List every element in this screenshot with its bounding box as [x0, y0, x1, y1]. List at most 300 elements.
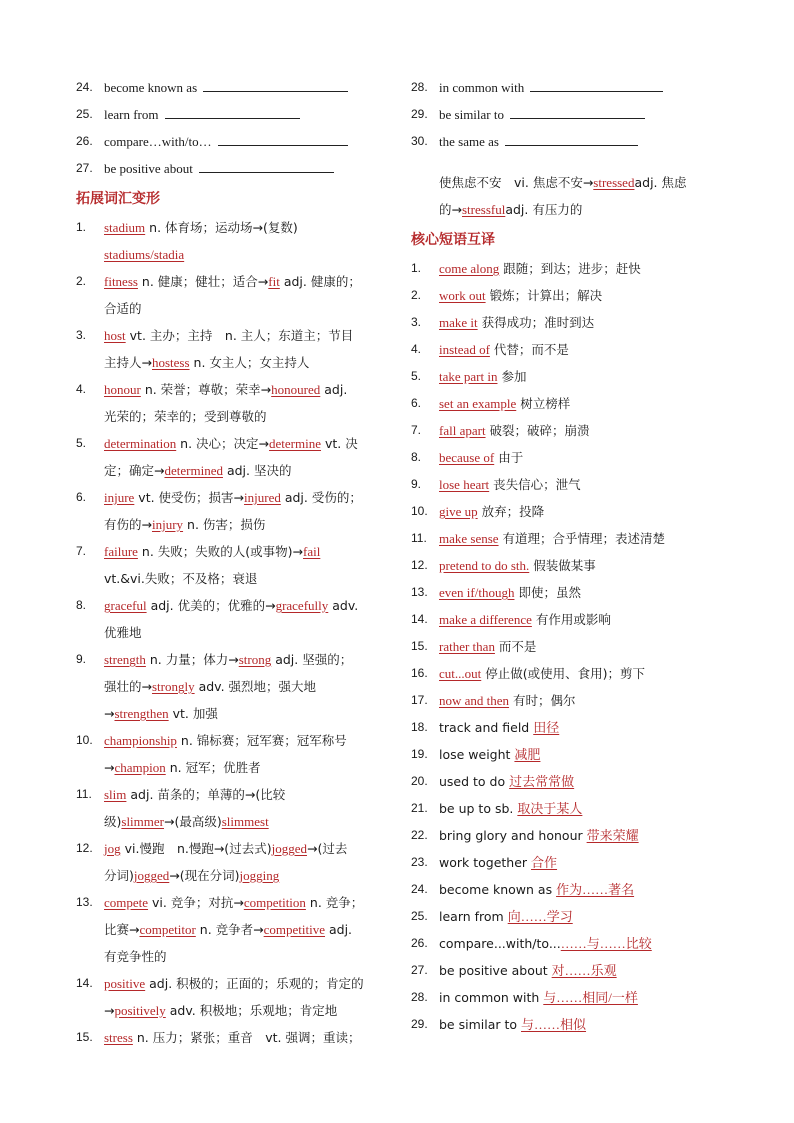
- item-number: 2.: [411, 288, 422, 302]
- phrase-content: [439, 984, 723, 1011]
- vocab-line: [76, 835, 394, 862]
- phrase-content: [439, 390, 723, 417]
- vocab-line: [76, 997, 394, 1024]
- item-number: 10.: [411, 504, 428, 518]
- item-number: [76, 862, 104, 889]
- continuation-term: stressed: [593, 175, 635, 190]
- vocab-line: [76, 349, 394, 376]
- answer-blank: [199, 160, 334, 173]
- item-number: [76, 754, 104, 781]
- answer-term: determined: [164, 463, 223, 478]
- phrase-text: learn from: [104, 107, 159, 122]
- item-number: 13.: [76, 895, 93, 909]
- answer-term: 减肥: [514, 747, 541, 762]
- phrase-item: [411, 795, 723, 822]
- answer-term: give up: [439, 504, 478, 519]
- item-text: [439, 128, 723, 155]
- phrase-content: [439, 579, 723, 606]
- phrase-text: compare…with/to…: [104, 134, 212, 149]
- phrase-item: [411, 390, 723, 417]
- answer-term: strongly: [151, 679, 195, 694]
- phrase-item: [411, 552, 723, 579]
- definition-text: adv. 强烈地；强大地: [194, 679, 317, 694]
- item-number: [76, 673, 104, 700]
- vocab-content: [104, 511, 394, 538]
- definition-text: n. 竞争；: [305, 895, 364, 910]
- definition-text: 级): [104, 814, 122, 829]
- continuation-text: adj. 有压力的: [505, 202, 583, 217]
- definition-text: 锻炼；计算出；解决: [485, 288, 603, 303]
- vocab-content: [104, 592, 394, 619]
- item-number: 7.: [411, 423, 422, 437]
- phrase-content: [439, 471, 723, 498]
- vocab-content: [104, 322, 394, 349]
- phrase-content: [439, 930, 723, 957]
- definition-text: 光荣的；荣幸的；受到尊敬的: [104, 409, 267, 424]
- phrase-item: [411, 282, 723, 309]
- definition-text: n. 压力；紧张；重音 vt. 强调；重读；: [132, 1030, 361, 1045]
- definition-text: n. 失败；失败的人(或事物)→: [137, 544, 303, 559]
- vocab-line: [76, 592, 394, 619]
- answer-term: champion: [114, 760, 166, 775]
- definition-text: work together: [439, 855, 532, 870]
- item-number: [76, 403, 104, 430]
- answer-term: host: [104, 328, 126, 343]
- vocab-content: [104, 619, 394, 646]
- definition-text: adj. 优美的；优雅的→: [146, 598, 276, 613]
- item-number: 11.: [411, 531, 427, 545]
- vocab-content: [104, 943, 394, 970]
- definition-text: n. 力量；体力→: [145, 652, 239, 667]
- vocab-content: [104, 808, 394, 835]
- answer-term: hostess: [151, 355, 190, 370]
- definition-text: 合适的: [104, 301, 142, 316]
- definition-text: used to do: [439, 774, 510, 789]
- phrase-content: [439, 444, 723, 471]
- item-number: 24.: [76, 80, 93, 94]
- item-number: 27.: [76, 161, 93, 175]
- definition-text: 比赛→: [104, 922, 140, 937]
- vocab-content: [104, 484, 394, 511]
- definition-text: 有道理；合乎情理；表述清楚: [498, 531, 666, 546]
- vocab-line: [76, 781, 394, 808]
- vocab-line: [76, 673, 394, 700]
- answer-term: 过去常常做: [509, 774, 575, 789]
- item-number: 4.: [76, 382, 87, 396]
- phrase-text: be similar to: [439, 107, 504, 122]
- item-number: 25.: [76, 107, 93, 121]
- fill-blank-item: [76, 155, 394, 182]
- definition-text: 有竞争性的: [104, 949, 167, 964]
- definition-text: adj. 积极的；正面的；乐观的；肯定的: [145, 976, 364, 991]
- phrase-item: [411, 660, 723, 687]
- definition-text: →(过去: [306, 841, 348, 856]
- item-number: [76, 565, 104, 592]
- phrase-item: [411, 579, 723, 606]
- definition-text: be similar to: [439, 1017, 522, 1032]
- answer-term: set an example: [439, 396, 517, 411]
- definition-text: in common with: [439, 990, 544, 1005]
- phrase-item: [411, 903, 723, 930]
- definition-text: 主持人→: [104, 355, 152, 370]
- phrase-content: [439, 336, 723, 363]
- definition-text: 有伤的→: [104, 517, 152, 532]
- vocab-content: [104, 700, 394, 727]
- left-column: [76, 74, 394, 1051]
- answer-term: 与……相似: [521, 1017, 587, 1032]
- definition-text: 跟随；到达；进步；赶快: [499, 261, 641, 276]
- vocab-line: [76, 754, 394, 781]
- answer-term: jogging: [239, 868, 280, 883]
- vocab-line: [76, 430, 394, 457]
- item-number: 19.: [411, 747, 428, 761]
- continuation-text: 的→: [439, 202, 462, 217]
- phrase-content: [439, 768, 723, 795]
- answer-term: slimmer: [121, 814, 164, 829]
- definition-text: bring glory and honour: [439, 828, 587, 843]
- answer-term: make it: [439, 315, 478, 330]
- item-number: 13.: [411, 585, 428, 599]
- item-number: [76, 700, 104, 727]
- definition-text: learn from: [439, 909, 508, 924]
- definition-text: 获得成功；准时到达: [477, 315, 595, 330]
- vocab-line: [76, 943, 394, 970]
- definition-text: become known as: [439, 882, 557, 897]
- phrase-content: [439, 849, 723, 876]
- definition-text: 定；确定→: [104, 463, 165, 478]
- answer-term: slimmest: [221, 814, 269, 829]
- definition-text: 树立榜样: [516, 396, 571, 411]
- definition-text: 代替；而不是: [489, 342, 569, 357]
- definition-text: compare...with/to...: [439, 936, 561, 951]
- answer-term: positively: [114, 1003, 166, 1018]
- phrase-item: [411, 741, 723, 768]
- item-number: 30.: [411, 134, 428, 148]
- vocab-content: [104, 457, 394, 484]
- fill-blank-item: [411, 74, 723, 101]
- phrase-item: [411, 849, 723, 876]
- phrase-item: [411, 984, 723, 1011]
- vocab-content: [104, 727, 394, 754]
- phrase-text: the same as: [439, 134, 499, 149]
- vocab-content: [104, 1024, 394, 1051]
- item-number: 5.: [411, 369, 422, 383]
- definition-text: →(现在分词): [169, 868, 240, 883]
- answer-term: lose heart: [439, 477, 490, 492]
- item-number: 11.: [76, 787, 92, 801]
- vocab-content: [104, 754, 394, 781]
- answer-blank: [530, 79, 663, 92]
- fill-blank-item: [411, 101, 723, 128]
- phrase-content: [439, 633, 723, 660]
- item-number: 28.: [411, 80, 428, 94]
- vocab-line: [76, 295, 394, 322]
- answer-term: stadiums/stadia: [104, 247, 185, 262]
- fill-blank-item: [411, 128, 723, 155]
- item-number: [76, 943, 104, 970]
- item-text: [439, 101, 723, 128]
- phrase-item: [411, 444, 723, 471]
- answer-term: fail: [303, 544, 321, 559]
- answer-term: make a difference: [439, 612, 532, 627]
- item-number: 14.: [76, 976, 93, 990]
- item-number: 3.: [411, 315, 422, 329]
- definition-text: adj.: [325, 922, 353, 937]
- item-number: 17.: [411, 693, 428, 707]
- vocab-content: [104, 997, 394, 1024]
- answer-term: jogged: [133, 868, 170, 883]
- vocab-content: [104, 376, 394, 403]
- answer-term: fall apart: [439, 423, 486, 438]
- phrase-item: [411, 768, 723, 795]
- definition-text: 停止做(或使用、食用)；剪下: [481, 666, 645, 681]
- vocab-content: [104, 214, 394, 241]
- item-number: [76, 295, 104, 322]
- phrase-content: [439, 741, 723, 768]
- answer-term: cut...out: [439, 666, 482, 681]
- vocab-content: [104, 781, 394, 808]
- item-number: 15.: [76, 1030, 93, 1044]
- item-text: [104, 74, 394, 101]
- continuation-line-2: [411, 196, 723, 223]
- fill-blank-item: [76, 101, 394, 128]
- phrase-content: [439, 876, 723, 903]
- phrase-content: [439, 498, 723, 525]
- vocab-line: [76, 970, 394, 997]
- item-text: [104, 155, 394, 182]
- vocab-content: [104, 565, 394, 592]
- answer-term: stadium: [104, 220, 146, 235]
- definition-text: track and field: [439, 720, 534, 735]
- definition-text: 优雅地: [104, 625, 142, 640]
- answer-term: injury: [151, 517, 184, 532]
- definition-text: vt. 主办；主持 n. 主人；东道主；节目: [125, 328, 354, 343]
- phrase-item: [411, 606, 723, 633]
- phrase-content: [439, 822, 723, 849]
- answer-term: graceful: [104, 598, 147, 613]
- definition-text: n. 决心；决定→: [176, 436, 270, 451]
- phrase-content: [439, 903, 723, 930]
- definition-text: 放弃；投降: [477, 504, 545, 519]
- phrase-content: [439, 606, 723, 633]
- vocab-content: [104, 268, 394, 295]
- definition-text: n. 体育场；运动场→(复数): [145, 220, 298, 235]
- item-number: 6.: [76, 490, 87, 504]
- vocab-line: [76, 700, 394, 727]
- definition-text: adj. 坚决的: [222, 463, 292, 478]
- answer-term: make sense: [439, 531, 499, 546]
- phrase-content: [439, 282, 723, 309]
- phrase-content: [439, 957, 723, 984]
- answer-term: championship: [104, 733, 177, 748]
- phrase-content: [439, 660, 723, 687]
- fill-blank-list-right: [411, 74, 723, 155]
- phrase-item: [411, 930, 723, 957]
- item-number: 9.: [76, 652, 87, 666]
- definition-text: adj.: [320, 382, 348, 397]
- item-number: 22.: [411, 828, 428, 842]
- item-number: 16.: [411, 666, 428, 680]
- right-column: [411, 74, 723, 1038]
- answer-term: fitness: [104, 274, 138, 289]
- section-title-vocab: 拓展词汇变形: [76, 191, 160, 207]
- phrase-item: [411, 876, 723, 903]
- answer-term: compete: [104, 895, 149, 910]
- item-number: 29.: [411, 107, 428, 121]
- vocab-list: [76, 214, 394, 1051]
- definition-text: 破裂；破碎；崩溃: [485, 423, 590, 438]
- definition-text: →(最高级): [164, 814, 222, 829]
- item-number: 3.: [76, 328, 87, 342]
- answer-term: pretend to do sth.: [439, 558, 530, 573]
- answer-term: competitive: [263, 922, 326, 937]
- phrase-content: [439, 795, 723, 822]
- answer-term: gracefully: [275, 598, 329, 613]
- answer-term: come along: [439, 261, 500, 276]
- vocab-line: [76, 808, 394, 835]
- answer-term: 田径: [533, 720, 560, 735]
- vocab-line: [76, 457, 394, 484]
- section-title-phrases: 核心短语互译: [411, 232, 495, 248]
- definition-text: n. 冠军；优胜者: [165, 760, 261, 775]
- vocab-line: [76, 241, 394, 268]
- answer-term: competition: [243, 895, 306, 910]
- vocab-content: [104, 349, 394, 376]
- answer-term: jog: [104, 841, 121, 856]
- item-number: [76, 349, 104, 376]
- definition-text: 参加: [497, 369, 527, 384]
- phrase-text: become known as: [104, 80, 198, 95]
- phrase-content: [439, 309, 723, 336]
- item-number: 4.: [411, 342, 422, 356]
- continuation-term: stressful: [461, 202, 506, 217]
- item-number: 21.: [411, 801, 428, 815]
- item-number: [76, 241, 104, 268]
- item-text: [104, 128, 394, 155]
- item-number: 18.: [411, 720, 428, 734]
- item-text: [104, 101, 394, 128]
- answer-blank: [218, 133, 348, 146]
- definition-text: adj. 受伤的；: [280, 490, 362, 505]
- definition-text: vi. 竞争；对抗→: [148, 895, 244, 910]
- phrase-item: [411, 633, 723, 660]
- vocab-line: [76, 646, 394, 673]
- definition-text: 而不是: [494, 639, 537, 654]
- item-number: [76, 808, 104, 835]
- phrase-item: [411, 957, 723, 984]
- answer-term: honoured: [271, 382, 321, 397]
- continuation-text: 使焦虑不安 vi. 焦虑不安→: [439, 175, 594, 190]
- phrase-item: [411, 471, 723, 498]
- vocab-line: [76, 511, 394, 538]
- phrase-text: be positive about: [104, 161, 193, 176]
- answer-term: strength: [104, 652, 146, 667]
- vocab-line: [76, 1024, 394, 1051]
- item-number: 26.: [76, 134, 93, 148]
- definition-text: adj. 坚强的；: [271, 652, 353, 667]
- item-number: 23.: [411, 855, 428, 869]
- vocab-line: [76, 403, 394, 430]
- fill-blank-list-left: [76, 74, 394, 182]
- vocab-content: [104, 835, 394, 862]
- answer-term: even if/though: [439, 585, 515, 600]
- vocab-line: [76, 619, 394, 646]
- phrase-item: [411, 363, 723, 390]
- definition-text: vt. 使受伤；损害→: [134, 490, 245, 505]
- item-number: 12.: [76, 841, 93, 855]
- answer-term: injure: [104, 490, 135, 505]
- phrase-list: [411, 255, 723, 1038]
- answer-term: slim: [104, 787, 127, 802]
- phrase-content: [439, 525, 723, 552]
- continuation-text: adj. 焦虑: [634, 175, 687, 190]
- definition-text: vt. 决: [321, 436, 358, 451]
- item-number: 12.: [411, 558, 428, 572]
- phrase-item: [411, 309, 723, 336]
- vocab-line: [76, 889, 394, 916]
- definition-text: n. 女主人；女主持人: [189, 355, 310, 370]
- definition-text: 分词): [104, 868, 134, 883]
- answer-term: ……与……比较: [560, 936, 652, 951]
- vocab-line: [76, 376, 394, 403]
- vocab-line: [76, 727, 394, 754]
- definition-text: lose weight: [439, 747, 515, 762]
- definition-text: adj. 健康的；: [279, 274, 361, 289]
- item-number: 29.: [411, 1017, 428, 1031]
- item-number: 1.: [76, 220, 87, 234]
- answer-term: determine: [269, 436, 322, 451]
- answer-blank: [510, 106, 645, 119]
- definition-text: be positive about: [439, 963, 552, 978]
- definition-text: →: [104, 760, 115, 775]
- answer-term: take part in: [439, 369, 498, 384]
- definition-text: adv. 积极地；乐观地；肯定地: [165, 1003, 338, 1018]
- fill-blank-item: [76, 128, 394, 155]
- answer-term: competitor: [139, 922, 196, 937]
- item-number: 26.: [411, 936, 428, 950]
- continuation-line-1: [411, 169, 723, 196]
- vocab-content: [104, 916, 394, 943]
- vocab-content: [104, 889, 394, 916]
- item-number: 2.: [76, 274, 87, 288]
- phrase-item: [411, 336, 723, 363]
- phrase-item: [411, 255, 723, 282]
- item-number: [76, 619, 104, 646]
- answer-term: work out: [439, 288, 486, 303]
- item-number: 24.: [411, 882, 428, 896]
- definition-text: vt.&vi.失败；不及格；衰退: [104, 571, 258, 586]
- definition-text: 即使；虽然: [514, 585, 581, 600]
- answer-term: fit: [268, 274, 280, 289]
- item-number: 6.: [411, 396, 422, 410]
- definition-text: n. 竞争者→: [195, 922, 264, 937]
- item-number: 27.: [411, 963, 428, 977]
- item-number: 1.: [411, 261, 422, 275]
- vocab-content: [104, 673, 394, 700]
- vocab-line: [76, 268, 394, 295]
- vocab-line: [76, 565, 394, 592]
- answer-term: stress: [104, 1030, 133, 1045]
- answer-term: 作为……著名: [556, 882, 635, 897]
- item-number: 28.: [411, 990, 428, 1004]
- phrase-item: [411, 498, 723, 525]
- item-number: 15.: [411, 639, 428, 653]
- answer-term: determination: [104, 436, 177, 451]
- definition-text: →: [104, 1003, 115, 1018]
- item-number: 25.: [411, 909, 428, 923]
- answer-term: 带来荣耀: [586, 828, 639, 843]
- definition-text: 有时；偶尔: [509, 693, 576, 708]
